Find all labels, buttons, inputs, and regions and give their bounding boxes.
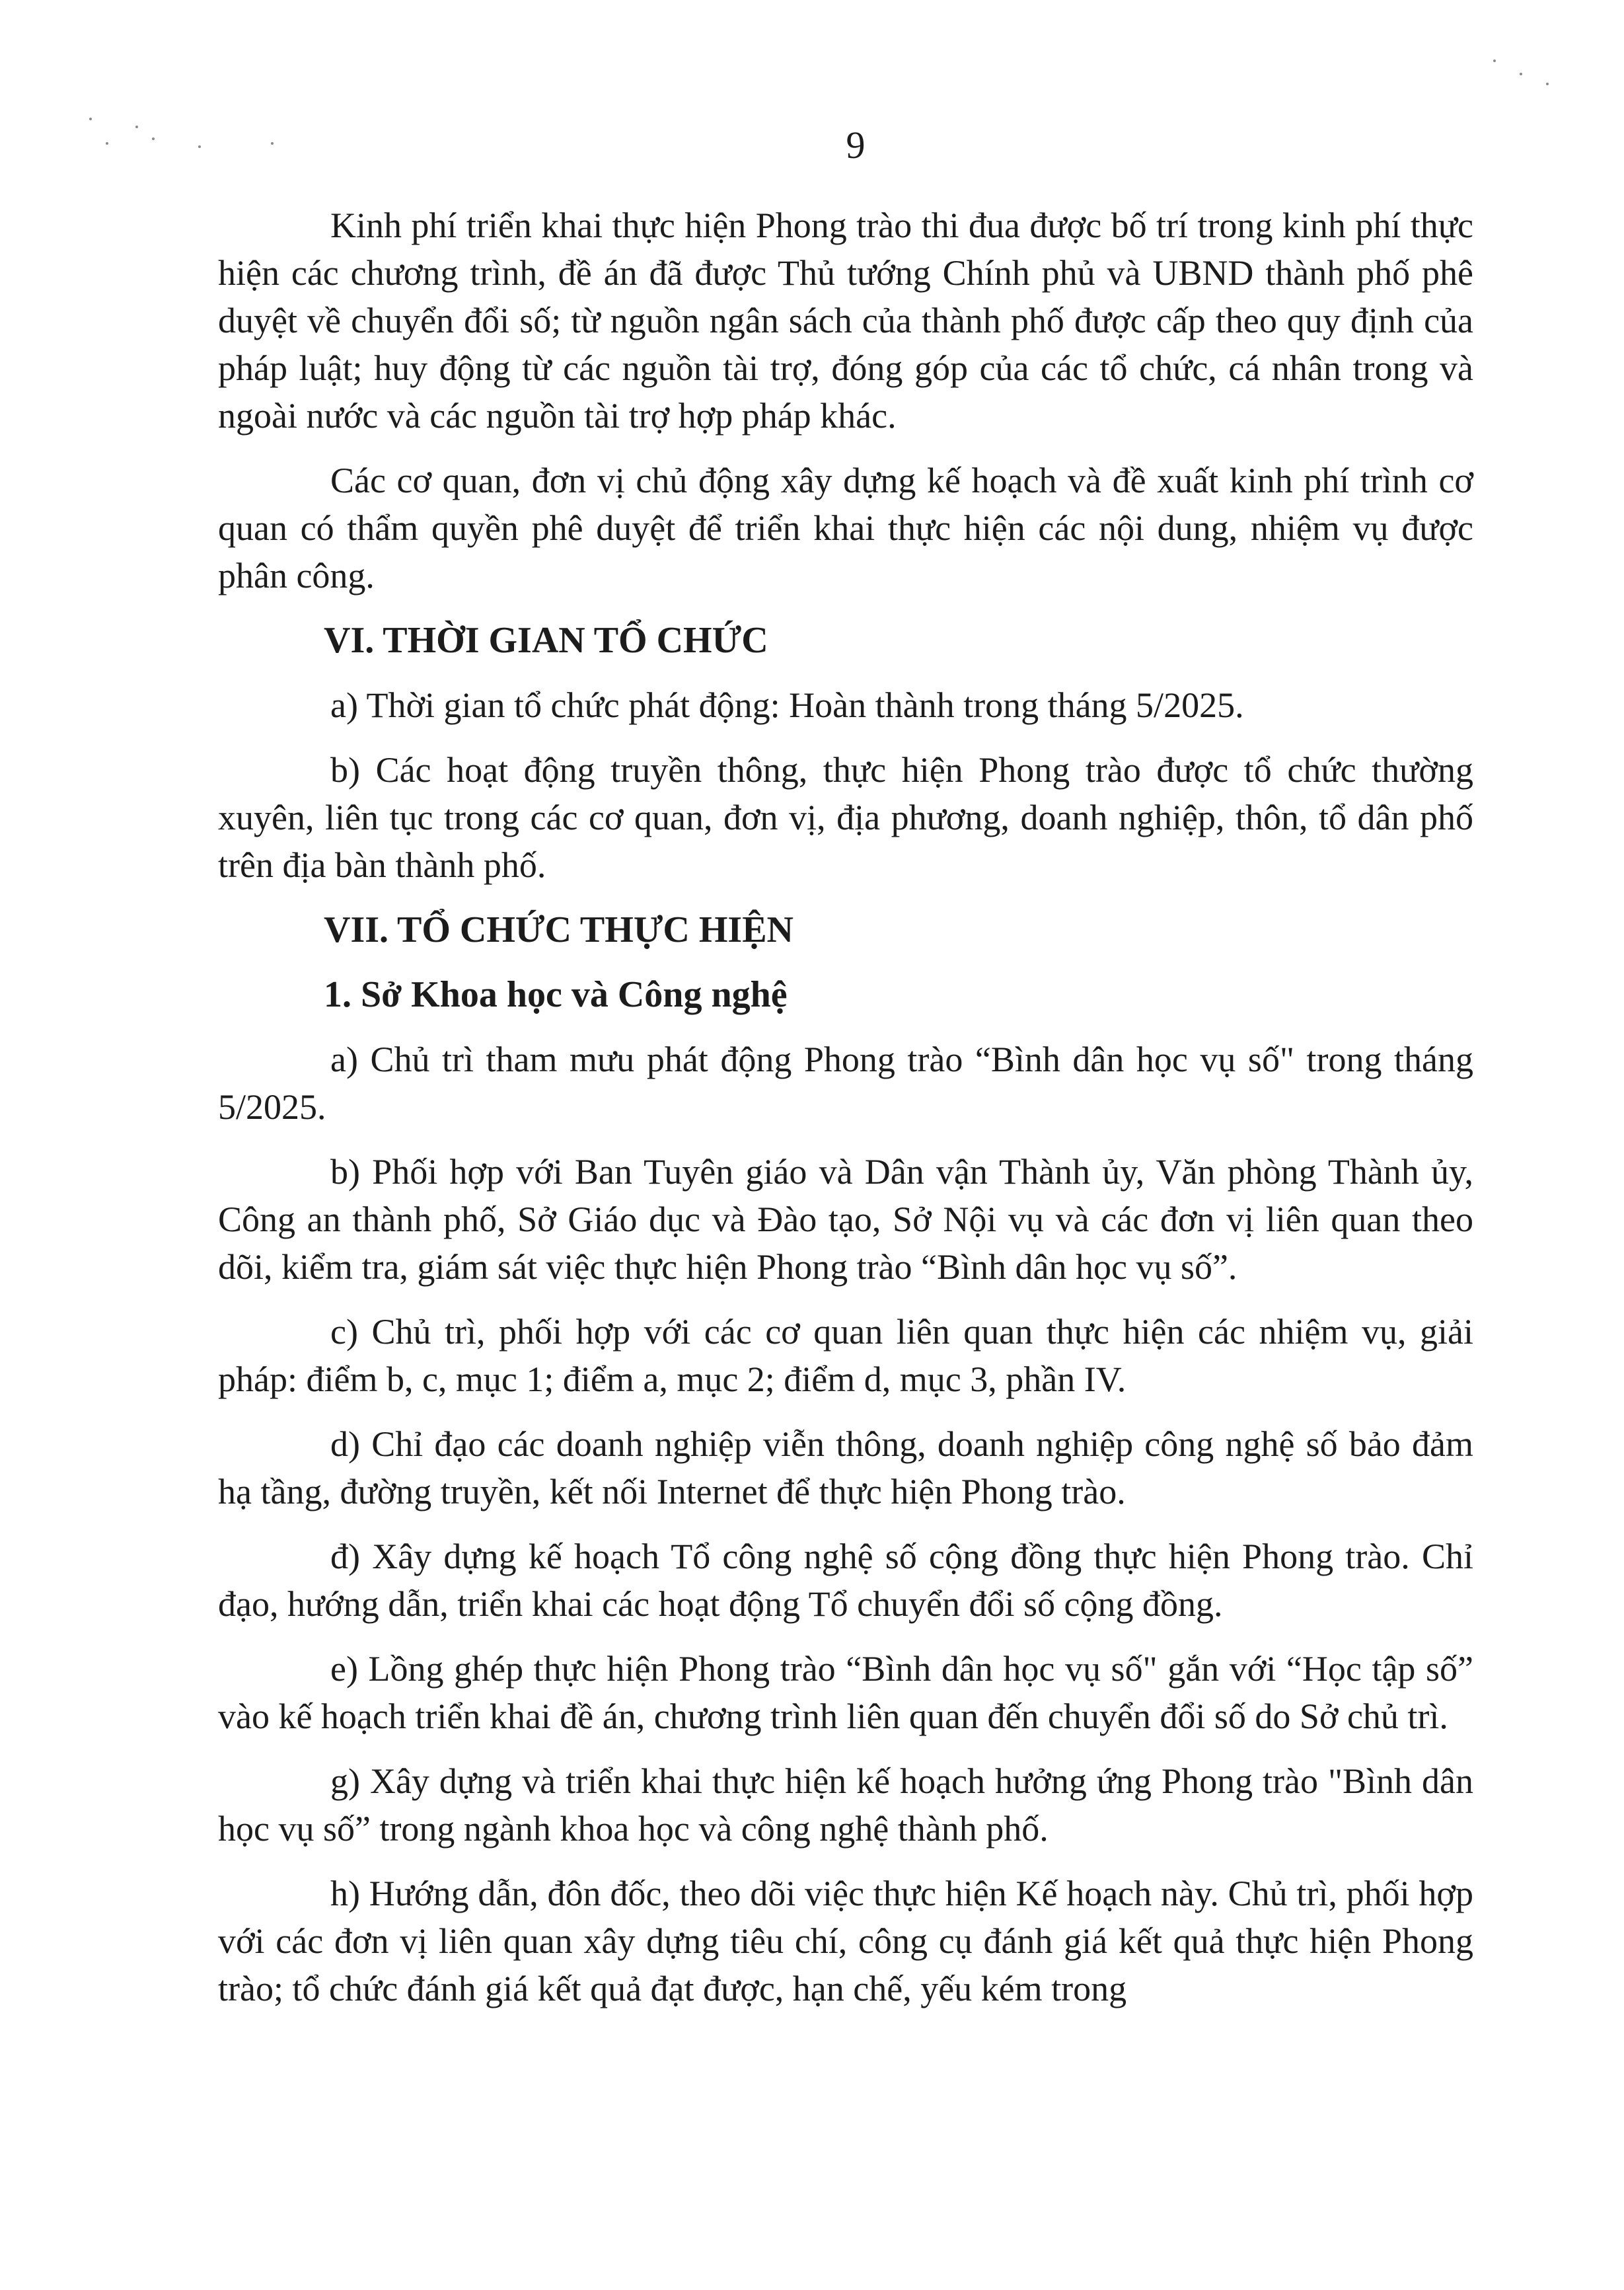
section-vii-item-e: e) Lồng ghép thực hiện Phong trào “Bình dân học vụ số" gắn với “Học tập số” vào kế hoạch triển khai đề án, chương trình liên quan đến chuyển đổi số do Sở chủ trì. [218, 1649, 1473, 1736]
scan-speck [135, 126, 138, 128]
funding-proposal-paragraph: Các cơ quan, đơn vị chủ động xây dựng kế hoạch và đề xuất kinh phí trình cơ quan có thẩm quyền phê duyệt để triển khai thực hiện các nội dung, nhiệm vụ được phân công. [218, 461, 1473, 595]
section-vii-item-g: g) Xây dựng và triển khai thực hiện kế hoạch hưởng ứng Phong trào "Bình dân học vụ số” trong ngành khoa học và công nghệ thành phố. [218, 1761, 1473, 1849]
section-vi-title: VI. THỜI GIAN TỔ CHỨC [324, 620, 768, 661]
document-body [218, 202, 1473, 2030]
page-number: 9 [846, 124, 866, 167]
scan-speck [1546, 83, 1549, 85]
scan-speck [1493, 59, 1496, 62]
section-vi-item-b: b) Các hoạt động truyền thông, thực hiện Phong trào được tổ chức thường xuyên, liên tục trong các cơ quan, đơn vị, địa phương, doanh nghiệp, thôn, tổ dân phố trên địa bàn thành phố. [218, 750, 1473, 885]
scan-speck [152, 137, 155, 140]
scan-speck [271, 142, 274, 145]
scan-speck [198, 145, 201, 148]
section-vii-item-d: d) Chỉ đạo các doanh nghiệp viễn thông, doanh nghiệp công nghệ số bảo đảm hạ tầng, đường truyền, kết nối Internet để thực hiện Phong trào. [218, 1424, 1473, 1511]
scan-speck [106, 142, 108, 145]
section-vii-item-h: h) Hướng dẫn, đôn đốc, theo dõi việc thực hiện Kế hoạch này. Chủ trì, phối hợp với các đơn vị liên quan xây dựng tiêu chí, công cụ đánh giá kết quả thực hiện Phong trào; tổ chức đánh giá kết quả đạt được, hạn chế, yếu kém trong [218, 1874, 1473, 2008]
section-vi-item-a: a) Thời gian tổ chức phát động: Hoàn thành trong tháng 5/2025. [330, 685, 1244, 725]
section-vii-title: VII. TỔ CHỨC THỰC HIỆN [324, 909, 794, 950]
section-vii-item-a: a) Chủ trì tham mưu phát động Phong trào “Bình dân học vụ số" trong tháng 5/2025. [218, 1040, 1473, 1127]
section-vii-item-b: b) Phối hợp với Ban Tuyên giáo và Dân vận Thành ủy, Văn phòng Thành ủy, Công an thành phố, Sở Giáo dục và Đào tạo, Sở Nội vụ và các đơn vị liên quan theo dõi, kiểm tra, giám sát việc thực hiện Phong trào “Bình dân học vụ số”. [218, 1152, 1473, 1287]
section-vii-subsection-title: 1. Sở Khoa học và Công nghệ [324, 974, 788, 1015]
section-vii-item-c: c) Chủ trì, phối hợp với các cơ quan liên quan thực hiện các nhiệm vụ, giải pháp: điểm b, c, mục 1; điểm a, mục 2; điểm d, mục 3, phần IV. [218, 1312, 1473, 1399]
funding-paragraph: Kinh phí triển khai thực hiện Phong trào thi đua được bố trí trong kinh phí thực hiện các chương trình, đề án đã được Thủ tướng Chính phủ và UBND thành phố phê duyệt về chuyển đổi số; từ nguồn ngân sách của thành phố được cấp theo quy định của pháp luật; huy động từ các nguồn tài trợ, đóng góp của các tổ chức, cá nhân trong và ngoài nước và các nguồn tài trợ hợp pháp khác. [218, 206, 1473, 436]
section-vii-item-dd: đ) Xây dựng kế hoạch Tổ công nghệ số cộng đồng thực hiện Phong trào. Chỉ đạo, hướng dẫn, triển khai các hoạt động Tổ chuyển đổi số cộng đồng. [218, 1537, 1473, 1624]
scan-speck [89, 118, 92, 120]
scan-speck [1520, 73, 1522, 75]
